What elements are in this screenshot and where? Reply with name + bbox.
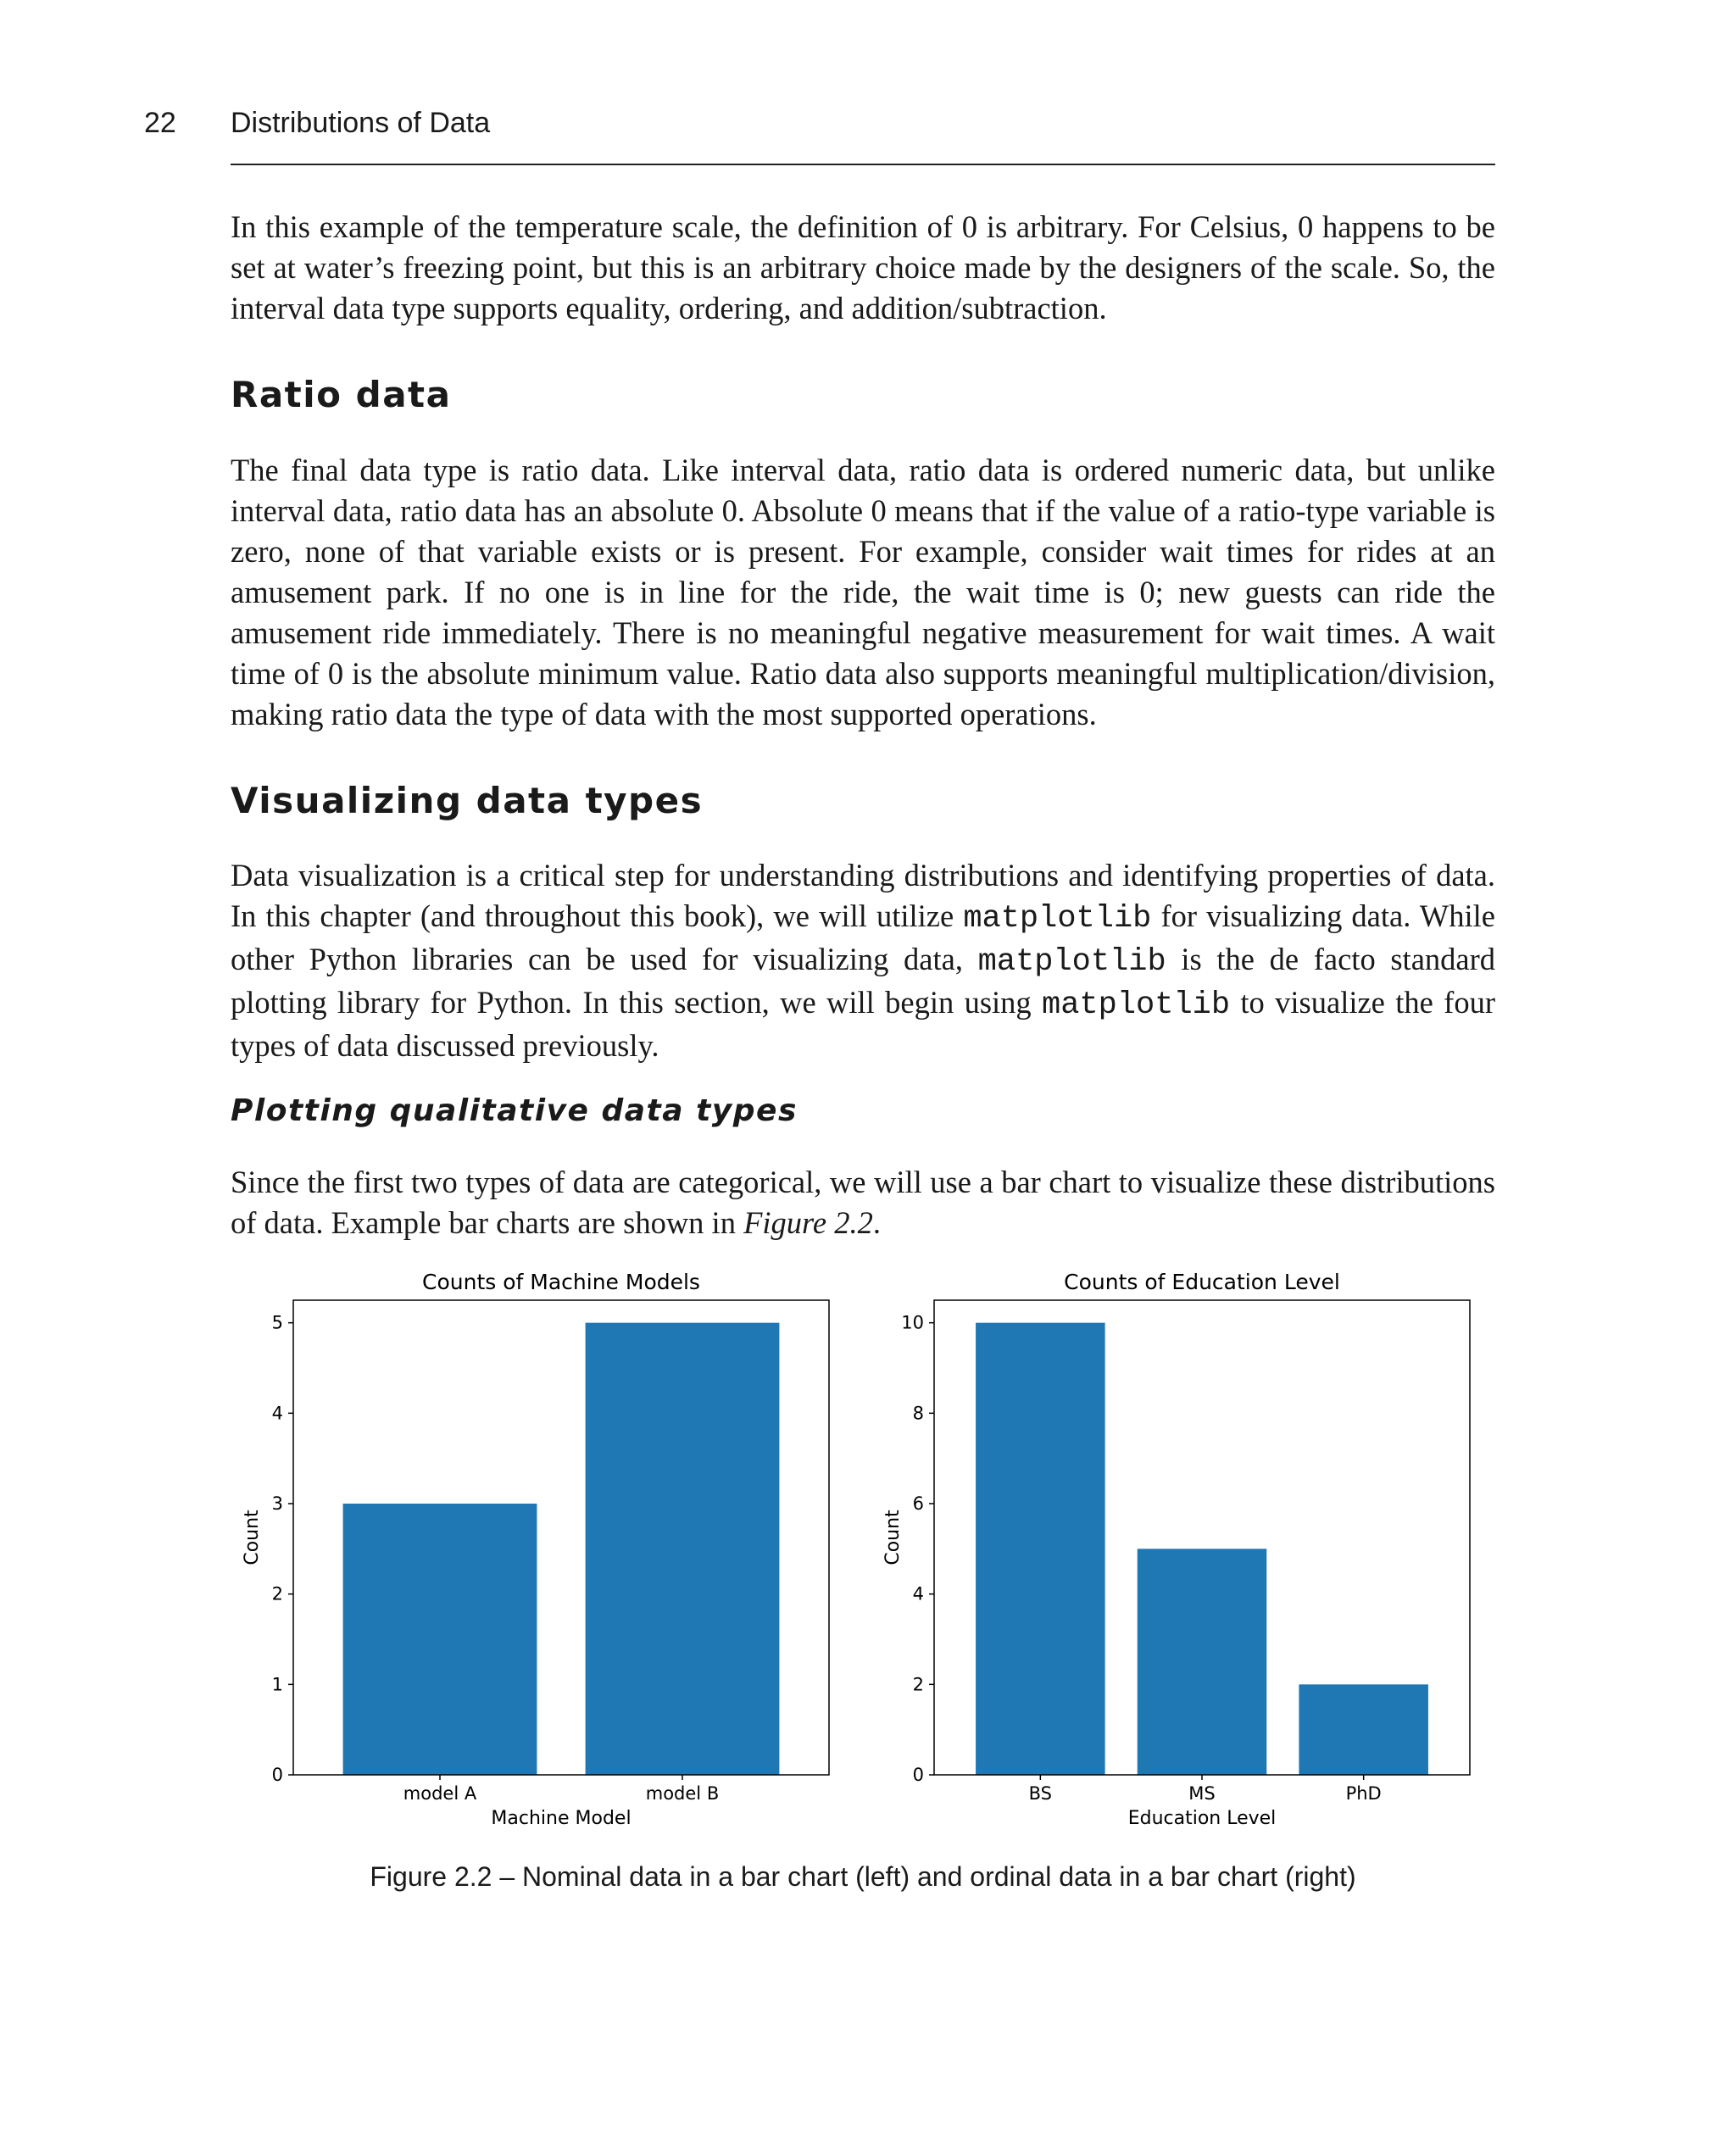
inline-code-matplotlib: matplotlib bbox=[977, 944, 1166, 980]
figure-2-2 bbox=[229, 1263, 1500, 1856]
visualizing-text-2: for visualizing data. While other Python libraries can be used for visualizing data, bbox=[231, 898, 1495, 976]
bar-bs bbox=[976, 1323, 1105, 1775]
y-tick-label: 2 bbox=[912, 1674, 924, 1695]
qualitative-text-2: . bbox=[872, 1205, 881, 1240]
y-tick-label: 2 bbox=[271, 1583, 283, 1604]
y-tick-label: 4 bbox=[271, 1403, 283, 1424]
x-tick-label: BS bbox=[1028, 1783, 1053, 1804]
figure-caption: Figure 2.2 – Nominal data in a bar chart (left) and ordinal data in a bar chart (right) bbox=[370, 1861, 1356, 1892]
x-tick-label: MS bbox=[1188, 1783, 1216, 1804]
subsection-heading-plotting-qualitative: Plotting qualitative data types bbox=[231, 1093, 798, 1128]
visualizing-paragraph bbox=[231, 855, 1495, 1066]
y-tick-label: 5 bbox=[271, 1312, 283, 1333]
x-tick-label: PhD bbox=[1345, 1783, 1382, 1804]
chart-title: Counts of Machine Models bbox=[422, 1270, 700, 1294]
section-heading-ratio-data: Ratio data bbox=[231, 374, 452, 415]
y-tick-label: 0 bbox=[912, 1765, 924, 1785]
y-tick-label: 8 bbox=[912, 1403, 924, 1424]
inline-code-matplotlib: matplotlib bbox=[963, 901, 1152, 937]
y-axis-label: Count bbox=[242, 1510, 263, 1565]
bar-model-b bbox=[586, 1323, 780, 1775]
header-rule bbox=[231, 164, 1495, 165]
y-tick-label: 10 bbox=[901, 1312, 924, 1333]
x-axis-label: Machine Model bbox=[491, 1808, 632, 1829]
bar-phd bbox=[1299, 1684, 1428, 1775]
figure-reference: Figure 2.2 bbox=[743, 1205, 873, 1240]
ratio-data-paragraph: The final data type is ratio data. Like interval data, ratio data is ordered numeric data, but unlike interval data, ratio data has an absolute 0. Absolute 0 means that if the value of a ratio-type variable is zero, none of that variable exists or is present. For example, consider wait times for rides at an amusement park. If no one is in line for the ride, the wait time is 0; new guests can ride the amusement ride immediately. There is no meaningful negative measurement for wait times. A wait time of 0 is the absolute minimum value. Ratio data also supports meaningful multiplication/division, making ratio data the type of data with the most supported operations. bbox=[231, 453, 1495, 731]
y-tick-label: 6 bbox=[912, 1493, 924, 1514]
chart-title: Counts of Education Level bbox=[1064, 1270, 1340, 1294]
y-tick-label: 0 bbox=[271, 1765, 283, 1785]
x-tick-label: model A bbox=[403, 1783, 477, 1804]
x-tick-label: model B bbox=[645, 1783, 720, 1804]
page-number: 22 bbox=[144, 107, 176, 139]
qualitative-paragraph bbox=[231, 1162, 1495, 1243]
bar-ms bbox=[1138, 1549, 1267, 1775]
qualitative-text-1: Since the first two types of data are categorical, we will use a bar chart to visualize these distributions of data. Example bar charts are shown in bbox=[231, 1165, 1495, 1240]
running-title: Distributions of Data bbox=[231, 107, 491, 139]
bar-model-a bbox=[343, 1504, 537, 1775]
visualizing-text-3: is the de facto standard plotting library for Python. In this section, we will begin using bbox=[231, 942, 1496, 1020]
y-tick-label: 4 bbox=[912, 1583, 924, 1604]
figure-charts bbox=[229, 1263, 1500, 1856]
y-tick-label: 1 bbox=[271, 1674, 283, 1695]
y-tick-label: 3 bbox=[271, 1493, 283, 1514]
section-heading-visualizing-data-types: Visualizing data types bbox=[231, 780, 704, 821]
y-axis-label: Count bbox=[882, 1510, 904, 1565]
visualizing-text-4: to visualize the four types of data discussed previously. bbox=[231, 985, 1495, 1063]
visualizing-text-1: Data visualization is a critical step for understanding distributions and identifying properties of data. In this chapter (and throughout this book), we will utilize bbox=[231, 858, 1495, 933]
running-head bbox=[0, 102, 1736, 144]
x-axis-label: Education Level bbox=[1127, 1808, 1277, 1829]
intro-paragraph: In this example of the temperature scale, the definition of 0 is arbitrary. For Celsius, 0 happens to be set at water’s freezing point, but this is an arbitrary choice made by the designers of the scale. So, the interval data type supports equality, ordering, and addition/subtraction. bbox=[231, 209, 1495, 325]
inline-code-matplotlib: matplotlib bbox=[1042, 987, 1231, 1023]
